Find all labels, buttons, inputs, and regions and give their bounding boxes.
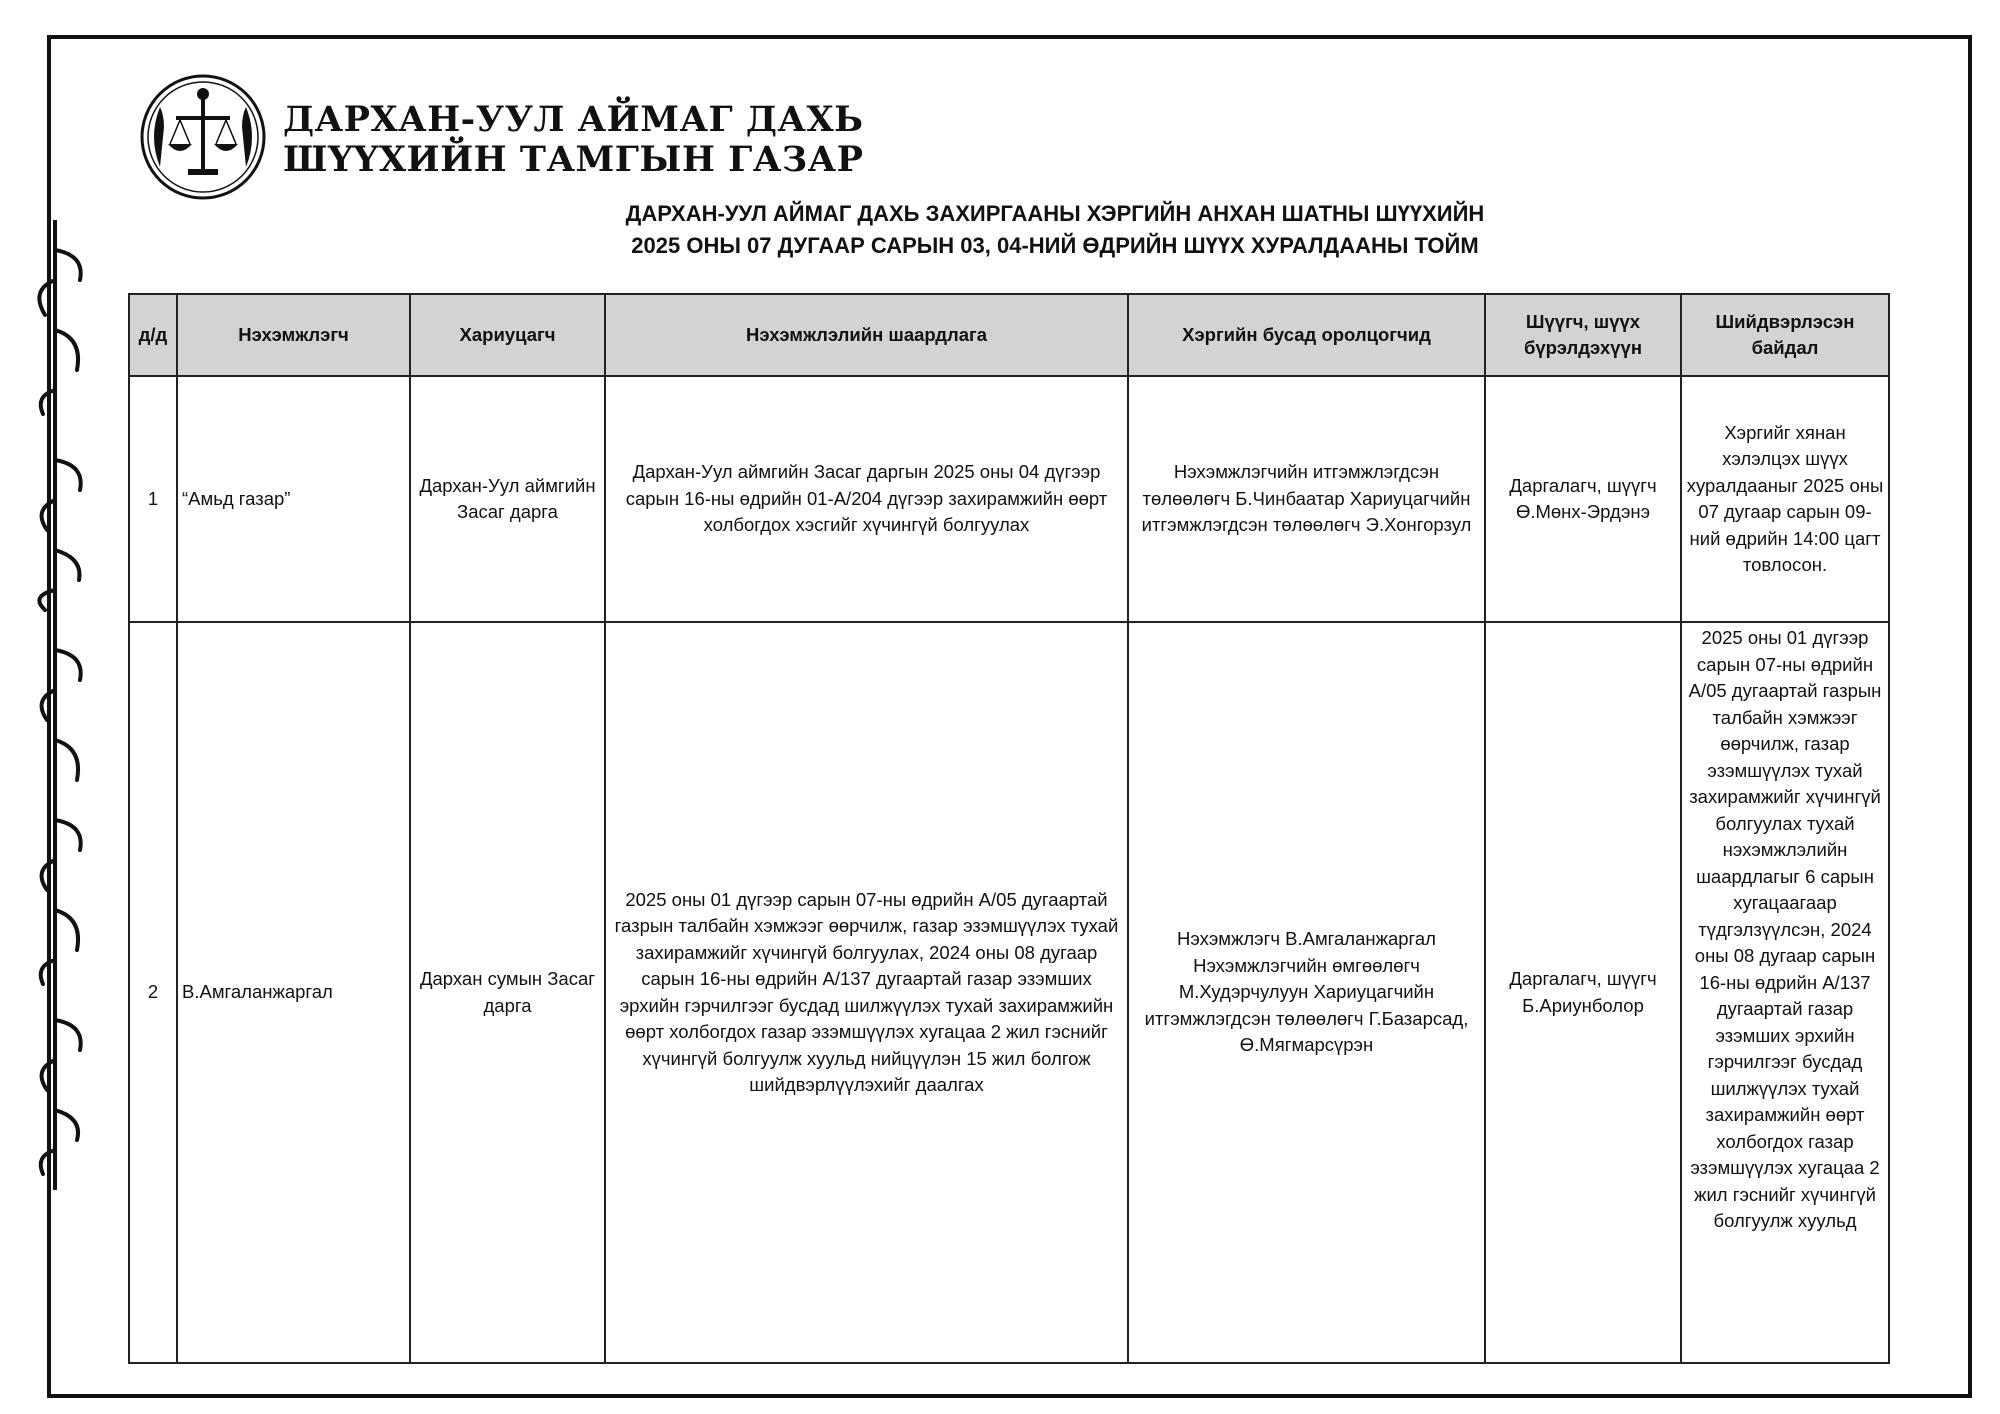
cell-defendant: Дархан сумын Засаг дарга — [410, 622, 605, 1363]
table-header-row — [129, 294, 1889, 376]
document-title — [480, 198, 1630, 262]
cell-participants: Нэхэмжлэгчийн итгэмжлэгдсэн төлөөлөгч Б.Чинбаатар Хариуцагчийн итгэмжлэгдсэн төлөөлөгч Э.Хонгорзул — [1128, 376, 1485, 622]
header-defendant: Хариуцагч — [410, 294, 605, 376]
title-line-1: ДАРХАН-УУЛ АЙМАГ ДАХЬ ЗАХИРГААНЫ ХЭРГИЙН АНХАН ШАТНЫ ШҮҮХИЙН — [625, 201, 1485, 226]
header-participants: Хэргийн бусад оролцогчид — [1128, 294, 1485, 376]
cell-no: 1 — [129, 376, 177, 622]
cell-decision: 2025 оны 01 дүгээр сарын 07-ны өдрийн А/05 дугаартай газрын талбайн хэмжээг өөрчилж, газар эзэмшүүлэх тухай захирамжийг хүчингүй болгуулах тухай нэхэмжлэлийн шаардлагыг 6 сарын хугацаагаар түдгэлзүүлсэн, 2024 оны 08 дугаар сарын 16-ны өдрийн А/137 дугаартай газар эзэмших эрхийн гэрчилгээг бусдад шилжүүлэх тухай захирамжийн өөрт холбогдох газар эзэмшүүлэх хугацаа 2 жил гэснийг хүчингүй болгуулж хуульд — [1681, 622, 1889, 1363]
table-row — [129, 376, 1889, 622]
cell-claim: 2025 оны 01 дүгээр сарын 07-ны өдрийн А/05 дугаартай газрын талбайн хэмжээг өөрчилж, газар эзэмшүүлэх тухай захирамжийг хүчингүй болгуулах, 2024 оны 08 дугаар сарын 16-ны өдрийн А/137 дугаартай газар эзэмших эрхийн гэрчилгээг бусдад шилжүүлэх тухай захирамжийн өөрт холбогдох газар эзэмшүүлэх хугацаа 2 жил гэснийг хүчингүй болгуулж хуульд нийцүүлэн 15 жил болгож шийдвэрлүүлэхийг даалгах — [605, 622, 1128, 1363]
hearing-summary-table — [128, 293, 1890, 1364]
organization-name — [283, 100, 863, 180]
cell-plaintiff: “Амьд газар” — [177, 376, 410, 622]
cell-judge: Даргалагч, шүүгч Ө.Мөнх-Эрдэнэ — [1485, 376, 1681, 622]
cell-defendant: Дархан-Уул аймгийн Засаг дарга — [410, 376, 605, 622]
cell-claim: Дархан-Уул аймгийн Засаг даргын 2025 оны 04 дүгээр сарын 16-ны өдрийн 01-А/204 дүгээр захирамжийн өөрт холбогдох хэсгийг хүчингүй болгуулах — [605, 376, 1128, 622]
header-plaintiff: Нэхэмжлэгч — [177, 294, 410, 376]
scales-of-justice-emblem-icon — [138, 72, 268, 202]
header-decision: Шийдвэрлэсэн байдал — [1681, 294, 1889, 376]
title-line-2: 2025 ОНЫ 07 ДУГААР САРЫН 03, 04-НИЙ ӨДРИЙН ШҮҮХ ХУРАЛДААНЫ ТОЙМ — [631, 233, 1479, 258]
header-no: д/д — [129, 294, 177, 376]
header-claim: Нэхэмжлэлийн шаардлага — [605, 294, 1128, 376]
cell-decision: Хэргийг хянан хэлэлцэх шүүх хуралдааныг 2025 оны 07 дугаар сарын 09-ний өдрийн 14:00 цагт товлосон. — [1681, 376, 1889, 622]
org-line-2: ШҮҮХИЙН ТАМГЫН ГАЗАР — [283, 139, 864, 180]
cell-participants: Нэхэмжлэгч В.Амгаланжаргал Нэхэмжлэгчийн өмгөөлөгч М.Худэрчулуун Хариуцагчийн итгэмжлэгдсэн төлөөлөгч Г.Базарсад, Ө.Мягмарсүрэн — [1128, 622, 1485, 1363]
cell-judge: Даргалагч, шүүгч Б.Ариунболор — [1485, 622, 1681, 1363]
cell-no: 2 — [129, 622, 177, 1363]
org-line-1: ДАРХАН-УУЛ АЙМАГ ДАХЬ — [283, 99, 864, 140]
header-judge: Шүүгч, шүүх бүрэлдэхүүн — [1485, 294, 1681, 376]
mongolian-script-text — [10, 220, 100, 1190]
table-row — [129, 622, 1889, 1363]
cell-plaintiff: В.Амгаланжаргал — [177, 622, 410, 1363]
